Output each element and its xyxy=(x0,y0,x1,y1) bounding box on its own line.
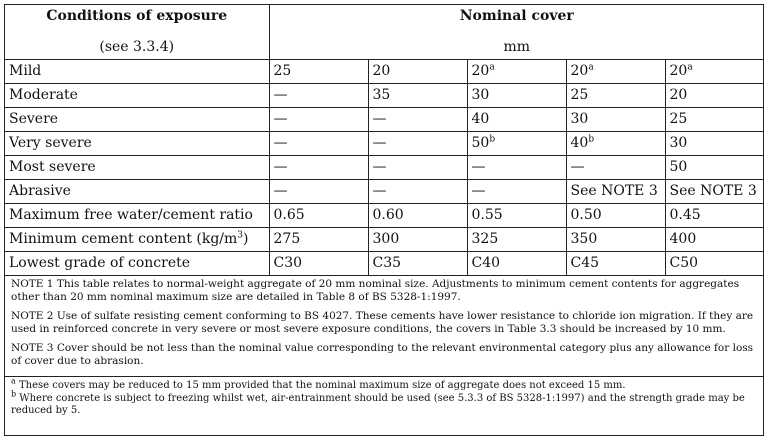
cover-value: 35 xyxy=(372,87,391,103)
cover-value: See NOTE 3 xyxy=(570,183,658,199)
mix-row xyxy=(5,204,764,228)
exposure-header-ref: (see 3.3.4) xyxy=(99,39,175,55)
exposure-row xyxy=(5,180,764,204)
cover-value: 25 xyxy=(273,63,292,79)
mix-label xyxy=(5,252,269,276)
footnote-mark: b xyxy=(11,389,17,399)
cover-value-cell xyxy=(269,60,368,84)
cover-value-cell xyxy=(566,60,665,84)
cover-value-cell xyxy=(269,132,368,156)
cover-value: — xyxy=(372,135,387,151)
cover-value: — xyxy=(372,159,387,175)
cover-value: — xyxy=(372,183,387,199)
cover-value: 20 xyxy=(669,63,688,79)
cover-value: 25 xyxy=(669,111,688,127)
table-notes xyxy=(5,276,763,376)
footnote-item xyxy=(11,376,757,393)
cover-value-cell xyxy=(467,60,566,84)
exposure-header-title: Conditions of exposure xyxy=(46,8,228,24)
note-paragraph: NOTE 1 This table relates to normal-weight aggregate of 20 mm nominal size. Adjustments to minimum cement contents for aggregates other than 20 mm nominal maximum size are detailed in Table 8 of BS 5328-1:1997. xyxy=(11,278,740,303)
footnote-text: These covers may be reduced to 15 mm provided that the nominal maximum size of aggregate does not exceed 15 mm. xyxy=(15,380,626,391)
cover-value-cell xyxy=(665,60,764,84)
cover-value-cell xyxy=(269,108,368,132)
mix-label-text: Minimum cement content (kg/m xyxy=(9,231,238,247)
cover-value-cell xyxy=(368,156,467,180)
exposure-row xyxy=(5,60,764,84)
cover-value-cell xyxy=(566,156,665,180)
cover-value-cell xyxy=(467,132,566,156)
cover-value-cell xyxy=(566,108,665,132)
cover-value: 25 xyxy=(570,87,589,103)
footnote-mark: b xyxy=(588,134,595,145)
note-paragraph: NOTE 2 Use of sulfate resisting cement conforming to BS 4027. These cements have lower resistance to chloride ion migration. If they are used in reinforced concrete in very severe or most severe exposure conditions, the covers in Table 3.3 should be increased by 10 mm. xyxy=(11,310,754,335)
mix-value-cell: 0.55 xyxy=(467,204,566,228)
cover-value-cell xyxy=(368,60,467,84)
footnote-mark: b xyxy=(489,134,496,145)
table-footnotes xyxy=(5,376,763,421)
exposure-label: Abrasive xyxy=(5,180,269,204)
cover-value-cell xyxy=(368,180,467,204)
cover-value: 40 xyxy=(471,111,490,127)
mix-value-cell: 325 xyxy=(467,228,566,252)
exposure-row xyxy=(5,108,764,132)
cover-value: 30 xyxy=(471,87,490,103)
cover-value-cell xyxy=(269,180,368,204)
cover-value-cell xyxy=(665,108,764,132)
mix-label-tail: ) xyxy=(243,231,249,247)
cover-value-cell xyxy=(665,156,764,180)
footnote-mark: a xyxy=(11,376,16,386)
cover-value-cell xyxy=(665,180,764,204)
mix-value-cell: 400 xyxy=(665,228,764,252)
cover-value-cell xyxy=(665,132,764,156)
cover-value: — xyxy=(570,159,585,175)
cover-value: 30 xyxy=(669,135,688,151)
footnote-mark: a xyxy=(588,62,594,73)
mix-value-cell: 275 xyxy=(269,228,368,252)
exposure-row xyxy=(5,84,764,108)
mix-value-cell: C50 xyxy=(665,252,764,276)
footnote-mark: a xyxy=(489,62,495,73)
cover-value: — xyxy=(471,183,486,199)
cover-value-cell xyxy=(269,156,368,180)
mix-label xyxy=(5,228,269,252)
footnote-text: Where concrete is subject to freezing whilst wet, air-entrainment should be used (see 5.3.3 of BS 5328-1:1997) and the strength grade may be reduced by 5. xyxy=(11,392,745,416)
cover-value: 40 xyxy=(570,135,589,151)
cover-value-cell xyxy=(269,84,368,108)
cover-value: — xyxy=(273,135,288,151)
mix-label-text: Maximum free water/cement ratio xyxy=(9,207,253,223)
cover-value: 20 xyxy=(372,63,391,79)
nominal-cover-table xyxy=(5,5,764,276)
exposure-label: Mild xyxy=(5,60,269,84)
exposure-header-cell xyxy=(5,5,269,60)
cover-value: — xyxy=(273,183,288,199)
cover-value-cell xyxy=(467,108,566,132)
mix-value-cell: 0.50 xyxy=(566,204,665,228)
mix-value-cell: C45 xyxy=(566,252,665,276)
cover-value: — xyxy=(273,111,288,127)
table-header-row xyxy=(5,5,764,60)
cover-value-cell xyxy=(368,132,467,156)
cover-header-cell xyxy=(269,5,764,60)
cover-value-cell xyxy=(566,180,665,204)
mix-value-cell: 350 xyxy=(566,228,665,252)
cover-value: 50 xyxy=(669,159,688,175)
exposure-label: Most severe xyxy=(5,156,269,180)
cover-value: 20 xyxy=(471,63,490,79)
cover-value: 30 xyxy=(570,111,589,127)
cover-value: — xyxy=(273,159,288,175)
footnote-item xyxy=(11,389,757,418)
mix-row xyxy=(5,228,764,252)
cover-value-cell xyxy=(467,180,566,204)
mix-label xyxy=(5,204,269,228)
mix-value-cell: 0.60 xyxy=(368,204,467,228)
cover-value-cell xyxy=(368,84,467,108)
unit-exponent: 3 xyxy=(237,230,244,241)
exposure-label: Very severe xyxy=(5,132,269,156)
cover-header-unit: mm xyxy=(503,39,531,55)
cover-value: 50 xyxy=(471,135,490,151)
footnote-mark: a xyxy=(687,62,693,73)
note-paragraph: NOTE 3 Cover should be not less than the nominal value corresponding to the relevant environmental category plus any allowance for loss of cover due to abrasion. xyxy=(11,342,754,367)
cover-value: See NOTE 3 xyxy=(669,183,757,199)
cover-value-cell xyxy=(566,84,665,108)
exposure-row xyxy=(5,156,764,180)
mix-label-text: Lowest grade of concrete xyxy=(9,255,191,271)
cover-value: — xyxy=(372,111,387,127)
mix-value-cell: C35 xyxy=(368,252,467,276)
cover-value-cell xyxy=(467,84,566,108)
exposure-label: Severe xyxy=(5,108,269,132)
exposure-row xyxy=(5,132,764,156)
cover-value-cell xyxy=(665,84,764,108)
cover-value: 20 xyxy=(570,63,589,79)
mix-value-cell: C40 xyxy=(467,252,566,276)
cover-value-cell xyxy=(566,132,665,156)
cover-value: — xyxy=(471,159,486,175)
cover-value-cell xyxy=(368,108,467,132)
mix-value-cell: 0.45 xyxy=(665,204,764,228)
cover-value: — xyxy=(273,87,288,103)
mix-value-cell: C30 xyxy=(269,252,368,276)
mix-value-cell: 300 xyxy=(368,228,467,252)
exposure-label: Moderate xyxy=(5,84,269,108)
cover-table-document xyxy=(4,4,764,436)
cover-value-cell xyxy=(467,156,566,180)
cover-value: 20 xyxy=(669,87,688,103)
cover-header-title: Nominal cover xyxy=(459,8,574,24)
mix-row xyxy=(5,252,764,276)
mix-value-cell: 0.65 xyxy=(269,204,368,228)
